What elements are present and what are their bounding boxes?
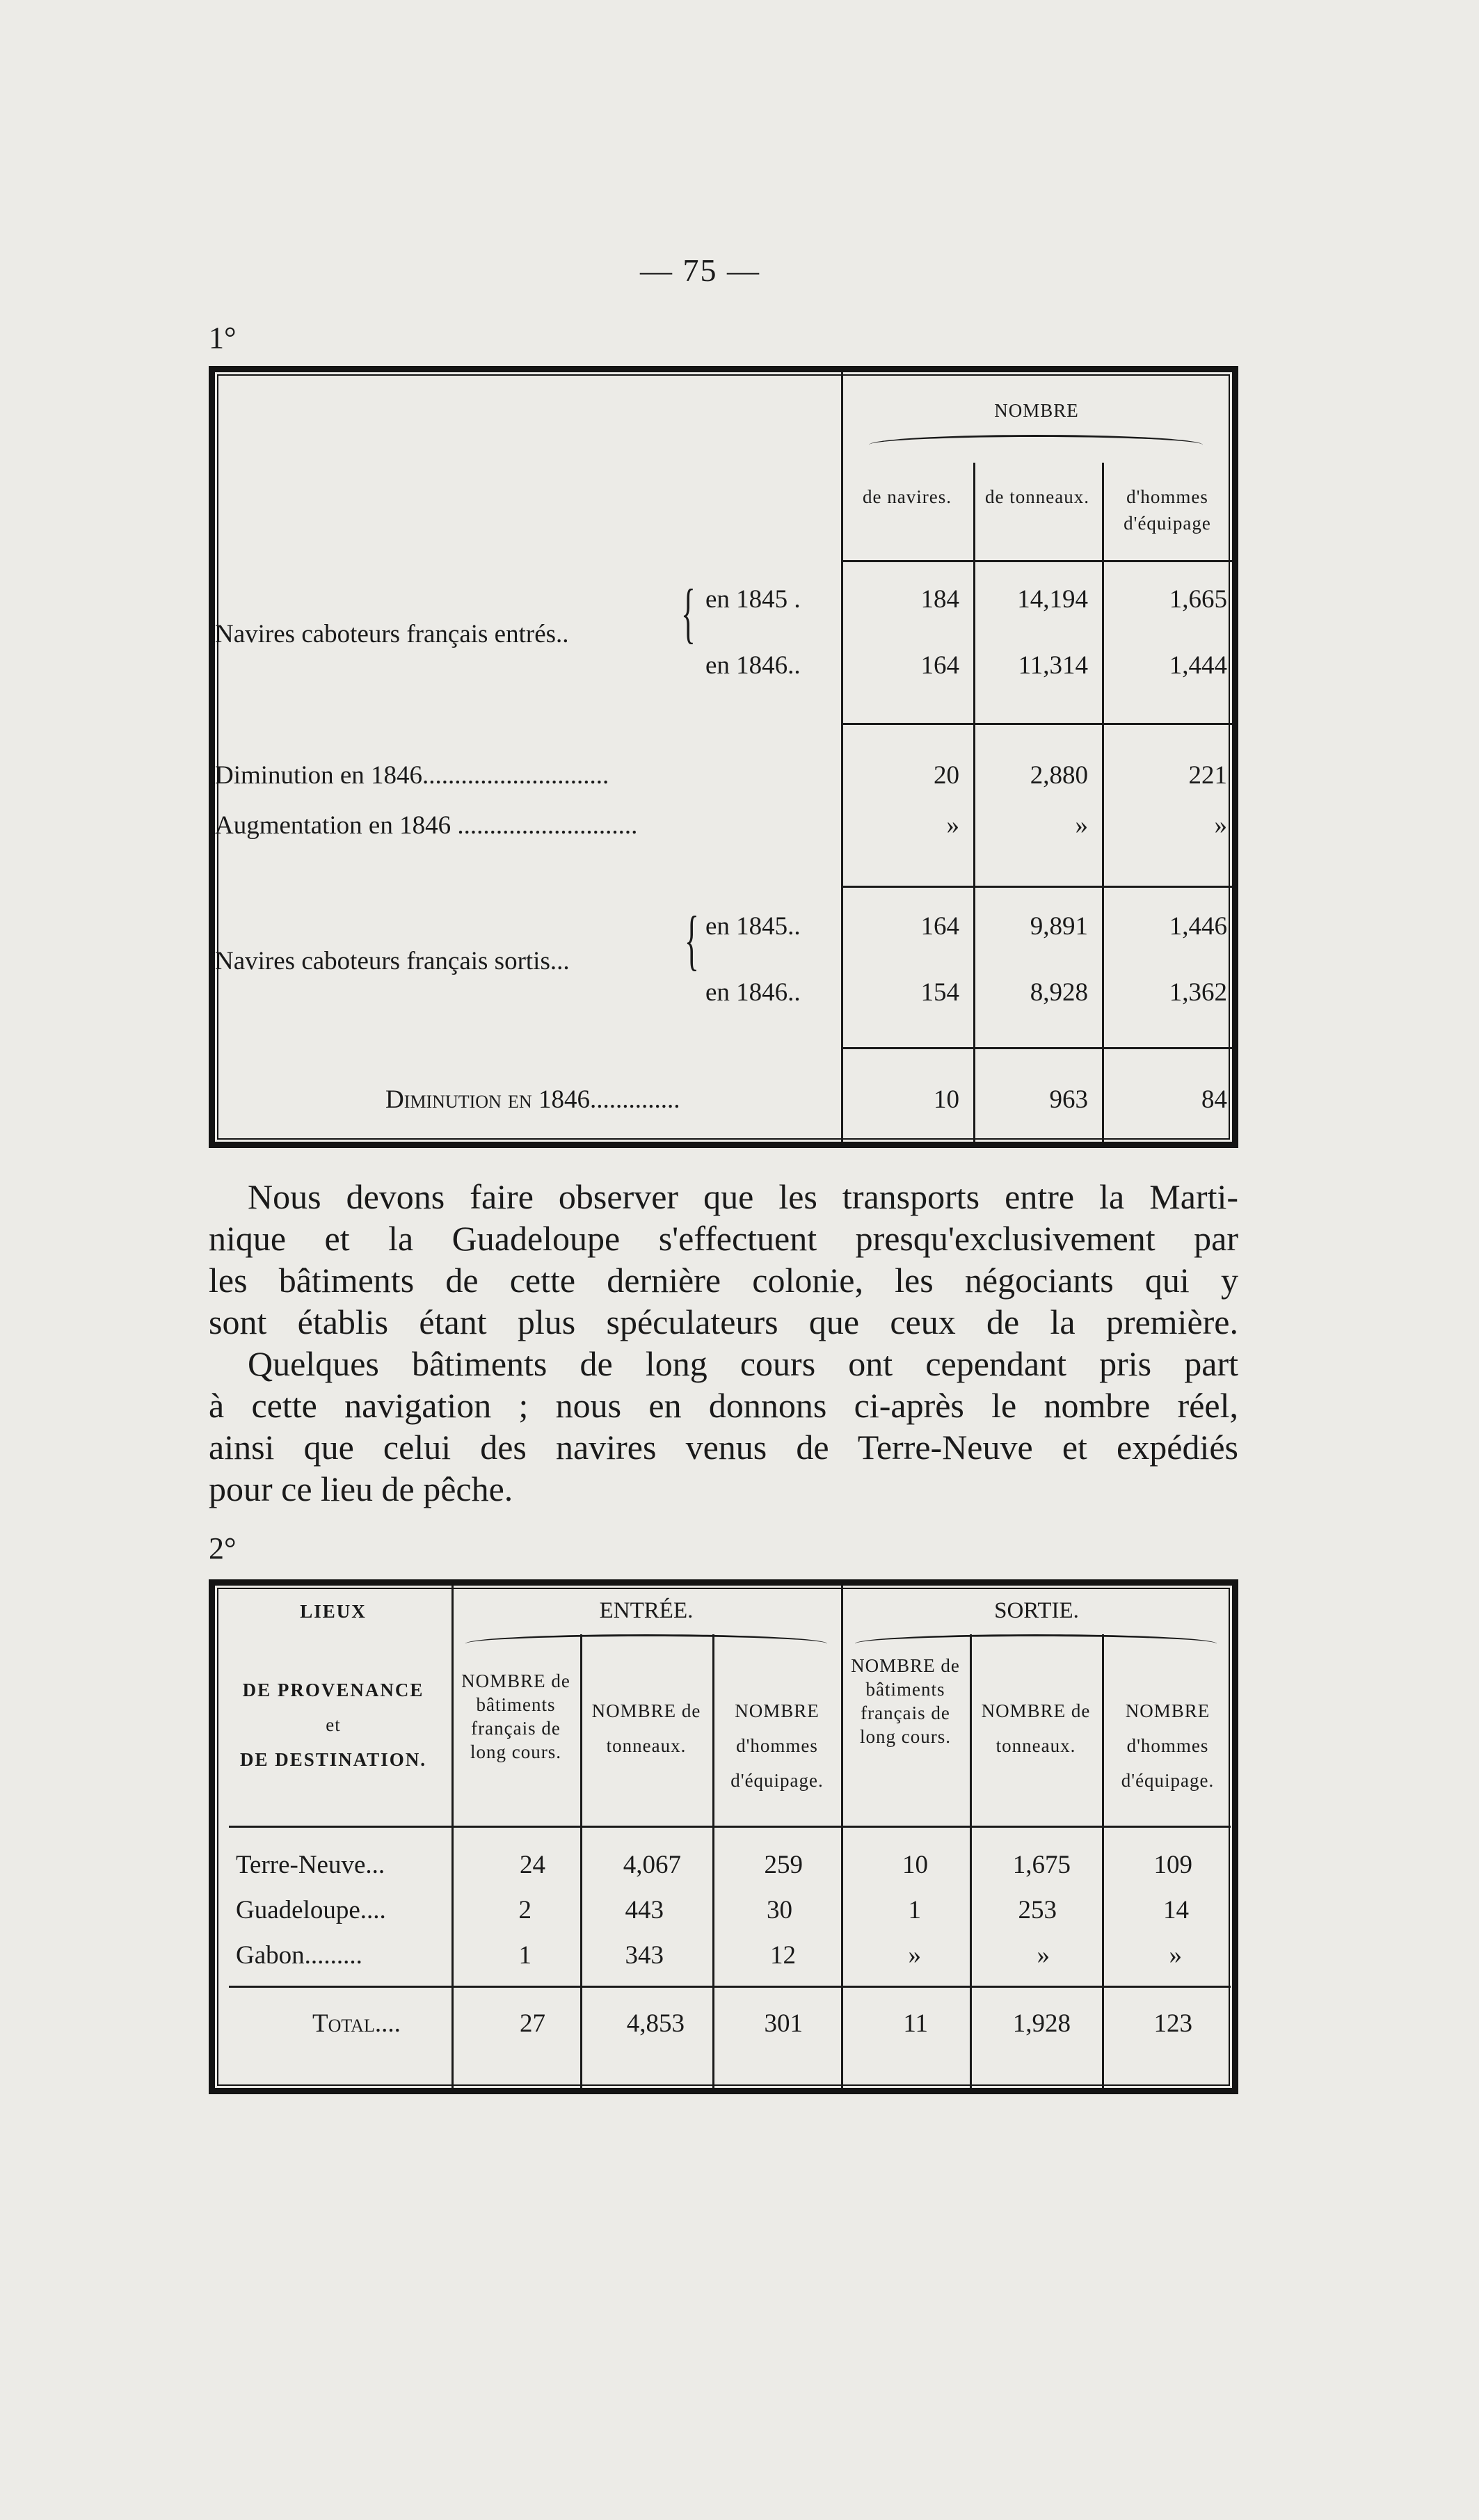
body-paragraph [209, 1176, 1238, 1510]
t1-cell: 20 [934, 761, 959, 790]
t2-destination: DE DESTINATION. [239, 1749, 427, 1770]
t2-cell: 443 [625, 1896, 664, 1924]
t1-header-group: NOMBRE [994, 400, 1079, 421]
t1-cell: 184 [920, 585, 959, 614]
t2-cell: » [1169, 1941, 1182, 1970]
t1-cell: 84 [1201, 1085, 1227, 1114]
t1-col-hommes: d'hommes d'équipage [1124, 486, 1211, 534]
t1-cell: 963 [1049, 1085, 1088, 1114]
paragraph-line: nique et la Guadeloupe s'effectuent presqu'exclusivement par [209, 1219, 1238, 1258]
t2-cell: » [908, 1941, 921, 1970]
paragraph-line: ainsi que celui des navires venus de Terre-Neuve et expédiés [209, 1428, 1238, 1467]
paragraph-line: à cette navigation ; nous en donnons ci-après le nombre réel, [209, 1386, 1238, 1425]
t2-provenance: DE PROVENANCE [242, 1680, 424, 1700]
t1-row-sortis-label: Navires caboteurs français sortis... [215, 947, 570, 975]
t2-cell: 30 [767, 1896, 792, 1924]
t1-cell: » [1075, 811, 1088, 840]
t2-sortie-col-hommes: NOMBRE d'hommes d'équipage. [1121, 1700, 1215, 1791]
t2-row-lieu: Gabon......... [236, 1941, 362, 1970]
table2-label: 2° [209, 1531, 237, 1565]
t2-cell: 2 [518, 1896, 531, 1924]
t2-cell: 27 [520, 2009, 545, 2038]
t1-cell: 11,314 [1018, 651, 1088, 680]
t1-sortis-year-1846: en 1846.. [705, 978, 801, 1007]
t1-col-navires: de navires. [863, 486, 952, 507]
t1-entres-year-1845: en 1845 . [705, 585, 801, 614]
t1-sortis-year-1845: en 1845.. [705, 912, 801, 941]
t2-cell: 1,675 [1012, 1851, 1071, 1879]
t2-lieux: LIEUX [300, 1601, 367, 1622]
t1-cell: 14,194 [1017, 585, 1088, 614]
t2-entree-col-hommes: NOMBRE d'hommes d'équipage. [730, 1700, 824, 1791]
t1-entres-year-1846: en 1846.. [705, 651, 801, 680]
t2-cell: 259 [764, 1851, 803, 1879]
t1-cell: 10 [934, 1085, 959, 1114]
t2-cell: 24 [520, 1851, 545, 1879]
t2-cell: 1,928 [1012, 2009, 1071, 2038]
paragraph-line: Nous devons faire observer que les transports entre la Marti- [248, 1177, 1238, 1216]
t2-row-lieu: Terre-Neuve... [236, 1851, 385, 1879]
table1-label: 1° [209, 321, 237, 355]
t2-cell: 11 [903, 2009, 928, 2038]
t2-cell: 123 [1153, 2009, 1192, 2038]
t2-sortie-col-tonneaux: NOMBRE de tonneaux. [981, 1700, 1091, 1756]
table1 [209, 366, 1238, 1148]
t1-row-entres-label: Navires caboteurs français entrés.. [215, 620, 569, 648]
paragraph-line: pour ce lieu de pêche. [209, 1469, 513, 1508]
t1-cell: 9,891 [1030, 912, 1088, 941]
paragraph-line: Quelques bâtiments de long cours ont cependant pris part [248, 1344, 1238, 1383]
t2-cell: 10 [902, 1851, 928, 1879]
t1-col-tonneaux: de tonneaux. [985, 486, 1089, 507]
t2-row-lieu: Guadeloupe.... [236, 1896, 386, 1924]
paragraph-line: sont établis étant plus spéculateurs que ceux de la première. [209, 1302, 1238, 1341]
t2-cell: 12 [770, 1941, 796, 1970]
t2-et: et [326, 1714, 341, 1735]
t1-header-brace [869, 435, 1203, 455]
t1-cell: 1,362 [1169, 978, 1227, 1007]
t1-cell: 164 [920, 651, 959, 680]
t2-entree-brace [465, 1634, 827, 1653]
t2-cell: 14 [1163, 1896, 1189, 1924]
t1-brace-sortis: { [685, 902, 699, 977]
t1-cell: 164 [920, 912, 959, 941]
table2 [209, 1579, 1238, 2094]
t1-cell: » [1214, 811, 1227, 840]
t2-cell: 1 [518, 1941, 531, 1970]
t2-cell: 253 [1018, 1896, 1057, 1924]
t1-row-diminution2-label: Diminution en 1846.............. [385, 1085, 680, 1114]
t2-cell: 4,067 [623, 1851, 681, 1879]
t1-cell: » [946, 811, 959, 840]
t2-entree-col-tonneaux: NOMBRE de tonneaux. [591, 1700, 701, 1756]
t2-cell: 301 [764, 2009, 803, 2038]
t1-row-augmentation-label: Augmentation en 1846 ............................ [215, 811, 638, 840]
t2-total-label: Total.... [312, 2009, 401, 2038]
t1-cell: 1,665 [1169, 585, 1227, 614]
t1-cell: 8,928 [1030, 978, 1088, 1007]
page-number: — 75 — [640, 253, 760, 288]
t2-sortie-col-batiments: NOMBRE de bâtiments français de long cours. [851, 1655, 960, 1747]
t1-cell: 221 [1188, 761, 1227, 790]
t2-cell: 109 [1153, 1851, 1192, 1879]
t2-entree: ENTRÉE. [599, 1598, 694, 1623]
t2-sortie: SORTIE. [994, 1598, 1079, 1623]
t1-cell: 2,880 [1030, 761, 1088, 790]
t2-cell: 4,853 [626, 2009, 685, 2038]
t1-row-diminution-label: Diminution en 1846............................. [215, 761, 609, 790]
t2-cell: 343 [625, 1941, 664, 1970]
t2-entree-col-batiments: NOMBRE de bâtiments français de long cours. [461, 1670, 570, 1762]
t2-cell: 1 [908, 1896, 921, 1924]
t2-sortie-brace [855, 1634, 1217, 1653]
t1-cell: 1,446 [1169, 912, 1227, 941]
t1-brace-entres: { [681, 575, 696, 650]
paragraph-line: les bâtiments de cette dernière colonie, les négociants qui y [209, 1261, 1238, 1300]
t1-cell: 1,444 [1169, 651, 1227, 680]
t2-cell: » [1037, 1941, 1050, 1970]
t1-cell: 154 [920, 978, 959, 1007]
